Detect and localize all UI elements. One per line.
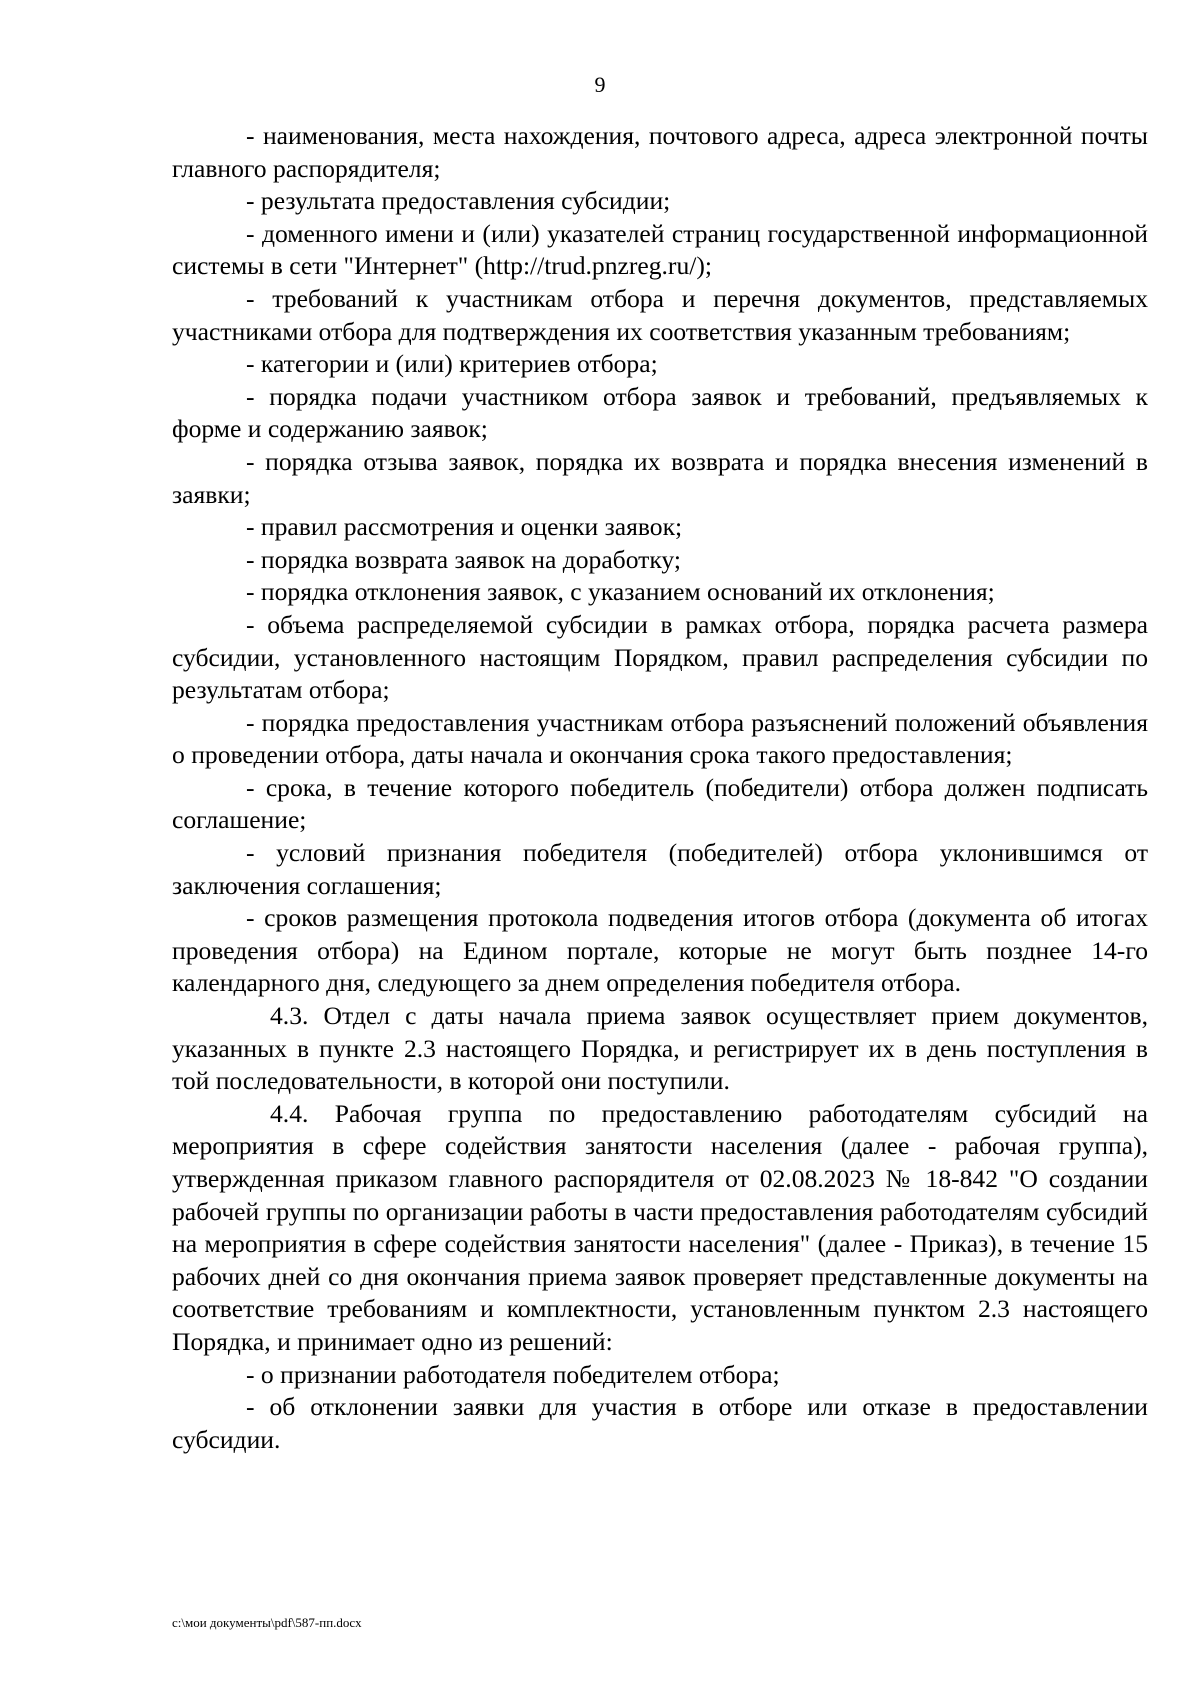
list-item-withdrawal: - порядка отзыва заявок, порядка их возврата и порядка внесения изменений в заявки; <box>172 446 1148 509</box>
list-item-categories: - категории и (или) критериев отбора; <box>246 349 658 379</box>
list-item-protocol-deadlines: - сроков размещения протокола подведения итогов отбора (документа об итогах проведения отбора) на Едином портале, которые не могут быть позднее 14-го календарного дня, следующего за днем определения победителя отбора. <box>172 903 1148 998</box>
decision-rejection: - об отклонении заявки для участия в отборе или отказе в предоставлении субсидии. <box>172 1392 1148 1454</box>
list-item-requirements: - требований к участникам отбора и перечня документов, представляемых участниками отбора для подтверждения их соответствия указанным требованиям; <box>172 283 1148 346</box>
list-item-signing-period: - срока, в течение которого победитель (победители) отбора должен подписать соглашение; <box>172 772 1148 835</box>
list-item-clarifications: - порядка предоставления участникам отбора разъяснений положений объявления о проведении отбора, даты начала и окончания срока такого предоставления; <box>172 707 1148 770</box>
list-item-return-for-revision: - порядка возврата заявок на доработку; <box>246 544 681 574</box>
list-item-submission-order: - порядка подачи участником отбора заявок и требований, предъявляемых к форме и содержанию заявок; <box>172 381 1148 444</box>
list-item-name-address: - наименования, места нахождения, почтового адреса, адреса электронной почты главного распорядителя; <box>172 121 1148 183</box>
decision-winner: - о признании работодателя победителем отбора; <box>246 1359 780 1389</box>
list-item-review-rules: - правил рассмотрения и оценки заявок; <box>246 512 683 542</box>
clause-4-3: 4.3. Отдел с даты начала приема заявок осуществляет прием документов, указанных в пункте 2.3 настоящего Порядка, и регистрирует их в день поступления в той последовательности, в которой они поступили. <box>172 1001 1148 1096</box>
file-path-footer: c:\мои документы\pdf\587-пп.docx <box>172 1615 362 1630</box>
list-item-subsidy-volume: - объема распределяемой субсидии в рамках отбора, порядка расчета размера субсидии, установленного настоящим Порядком, правил распределения субсидии по результатам отбора; <box>172 609 1148 705</box>
clause-4-4: 4.4. Рабочая группа по предоставлению работодателям субсидий на мероприятия в сфере содействия занятости населения (далее - рабочая группа), утвержденная приказом главного распорядителя от 02.08.2023 № 18-842 "О создании рабочей группы по организации работы в части предоставления работодателям субсидий на мероприятия в сфере содействия занятости населения" (далее - Приказ), в течение 15 рабочих дней со дня окончания приема заявок проверяет представленные документы на соответствие требованиям и комплектности, установленным пунктом 2.3 настоящего Порядка, и принимает одно из решений: <box>172 1098 1148 1356</box>
list-item-rejection: - порядка отклонения заявок, с указанием оснований их отклонения; <box>246 577 995 607</box>
page-number: 9 <box>594 72 606 97</box>
document-body <box>172 120 1148 1456</box>
list-item-domain-name: - доменного имени и (или) указателей страниц государственной информационной системы в сети "Интернет" (http://trud.pnzreg.ru/); <box>172 218 1148 281</box>
list-item-evasion-conditions: - условий признания победителя (победителей) отбора уклонившимся от заключения соглашения; <box>172 838 1148 900</box>
list-item-result: - результата предоставления субсидии; <box>246 186 671 216</box>
